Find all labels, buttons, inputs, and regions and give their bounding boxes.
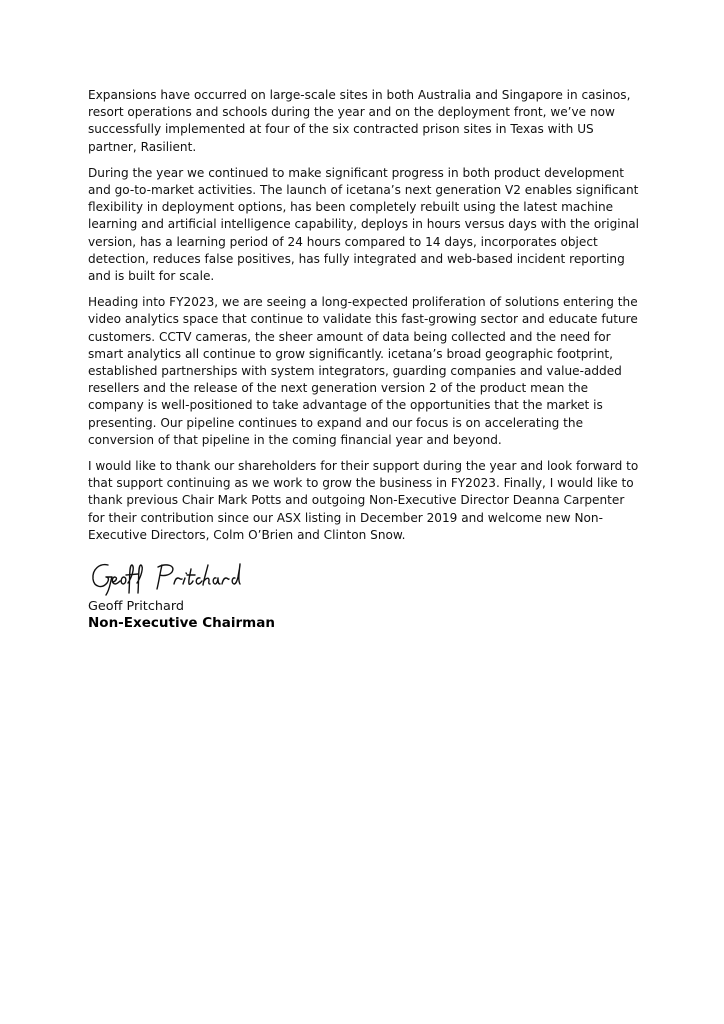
paragraph-fy2023-outlook: Heading into FY2023, we are seeing a long-expected proliferation of solutions entering the video analytics space that continue to validate this fast-growing sector and educate future customers. CCTV cameras, the sheer amount of data being collected and the need for smart analytics all continue to grow significantly. icetana’s broad geographic footprint, established partnerships with system integrators, guarding companies and value-added resellers and the release of the next generation version 2 of the product mean the company is well-positioned to take advantage of the opportunities that the market is presenting. Our pipeline continues to expand and our focus is on accelerating the conversion of that pipeline in the coming financial year and beyond. <box>88 295 638 447</box>
signer-name: Geoff Pritchard <box>88 599 184 615</box>
handwritten-signature <box>88 559 248 599</box>
letter-body <box>88 87 644 632</box>
paragraph-expansions: Expansions have occurred on large-scale sites in both Australia and Singapore in casinos, resort operations and schools during the year and on the deployment front, we’ve now successfully implemented at four of the six contracted prison sites in Texas with US partner, Rasilient. <box>88 88 631 154</box>
paragraph-product-development: During the year we continued to make significant progress in both product development and go-to-market activities. The launch of icetana’s next generation V2 enables significant flexibility in deployment options, has been completely rebuilt using the latest machine learning and artificial intelligence capability, deploys in hours versus days with the original version, has a learning period of 24 hours compared to 14 days, incorporates object detection, reduces false positives, has fully integrated and web-based incident reporting and is built for scale. <box>88 165 640 284</box>
signer-title: Non-Executive Chairman <box>88 615 275 632</box>
paragraph-thanks: I would like to thank our shareholders for their support during the year and look forward to that support continuing as we work to grow the business in FY2023. Finally, I would like to thank previous Chair Mark Potts and outgoing Non-Executive Director Deanna Carpenter for their contribution since our ASX listing in December 2019 and welcome new Non-Executive Directors, Colm O’Brien and Clinton Snow. <box>88 459 639 542</box>
